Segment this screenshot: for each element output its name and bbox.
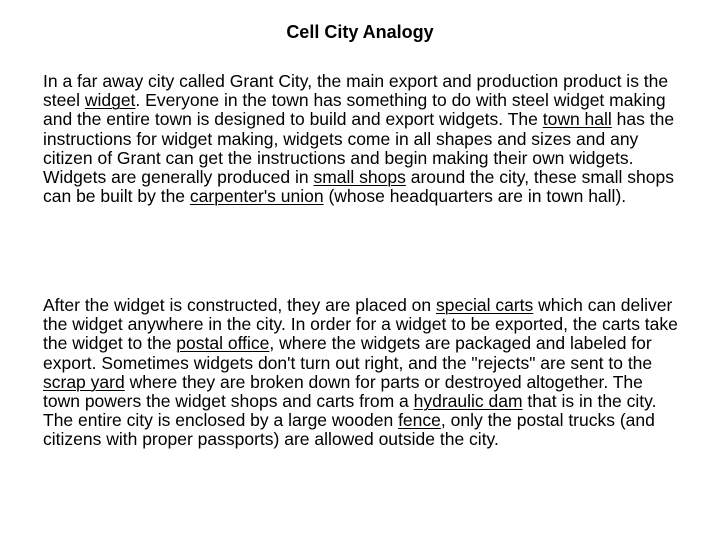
paragraph-1-text-4: around the city, these small shops can be built by the [43, 167, 674, 207]
paragraph-2-text-5: that is in the city. The entire city is enclosed by a large wooden [43, 391, 657, 431]
term-hydraulic-dam: hydraulic dam [413, 391, 523, 412]
paragraph-1-text-5: (whose headquarters are in town hall). [323, 186, 627, 207]
term-fence: fence [398, 410, 441, 431]
term-carpenters-union: carpenter's union [189, 186, 324, 207]
term-small-shops: small shops [313, 167, 406, 188]
paragraph-1 [43, 72, 683, 206]
term-postal-office: postal office [176, 333, 270, 354]
paragraph-2-text-6: , only the postal trucks (and citizens with proper passports) are allowed outside the city. [43, 410, 655, 450]
term-scrap-yard: scrap yard [43, 371, 125, 392]
paragraph-1-text-1: In a far away city called Grant City, the main export and production product is the steel [43, 71, 669, 111]
paragraph-2 [43, 296, 683, 450]
term-widget: widget [84, 90, 136, 111]
paragraph-2-text-4: where they are broken down for parts or destroyed altogether. The town powers the widget shops and carts from a [43, 371, 643, 412]
paragraph-2-text-3: , where the widgets are packaged and labeled for export. Sometimes widgets don't turn out right, and the "rejects" are sent to the [43, 333, 653, 373]
paragraph-1-text-3: has the instructions for widget making, widgets come in all shapes and sizes and any citizen of Grant can get the instructions and begin making their own widgets. Widgets are generally produced in [43, 109, 675, 188]
term-special-carts: special carts [436, 295, 534, 315]
paragraph-2-text-1: After the widget is constructed, they are placed on [43, 295, 436, 315]
paragraph-1-text-2: . Everyone in the town has something to do with steel widget making and the entire town is designed to build and export widgets. The [43, 90, 666, 130]
page-title: Cell City Analogy [286, 22, 434, 42]
term-town-hall: town hall [542, 109, 612, 130]
paragraph-2-text-2: which can deliver the widget anywhere in the city. In order for a widget to be exported, the carts take the widget to the [43, 295, 678, 354]
